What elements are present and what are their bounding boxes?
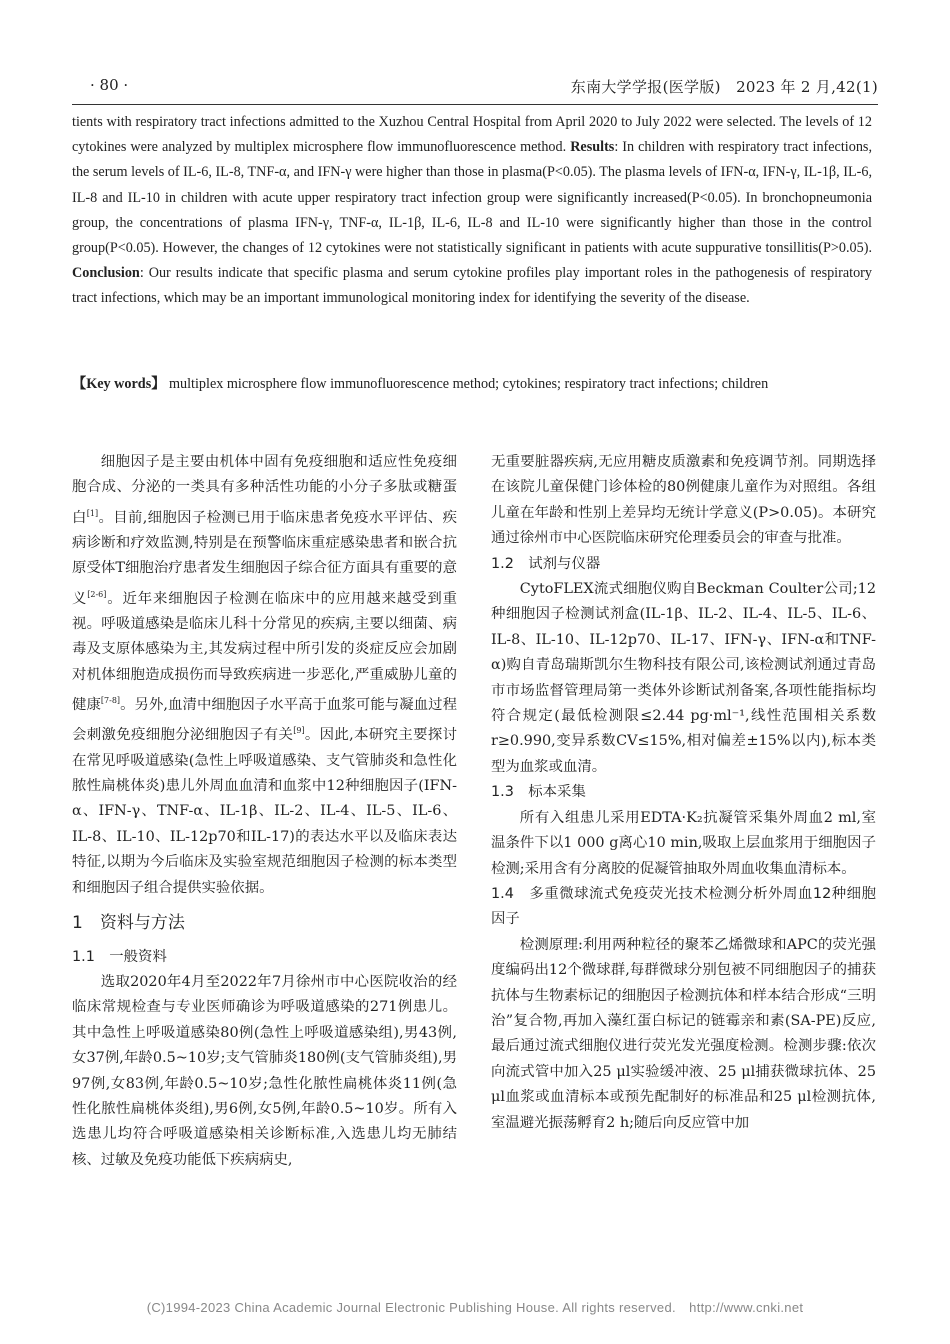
citation-ref: [2-6] [87,589,107,599]
left-column [72,450,457,1173]
keywords-label: 【Key words】 [72,376,166,392]
subsection-heading-general-data: 1.1 一般资料 [72,948,167,965]
intro-text-a: 细胞因子是主要由机体中固有免疫细胞和适应性免疫细胞合成、分泌的一类具有多种活性功能的小分子多肽或糖蛋白 [72,454,457,526]
page-number: · 80 · [90,76,129,94]
english-abstract [72,110,872,312]
detection-method-paragraph: 检测原理:利用两种粒径的聚苯乙烯微球和APC的荧光强度编码出12个微球群,每群微球分别包被不同细胞因子的捕获抗体与生物素标记的细胞因子检测抗体和样本结合形成“三明治”复合物,再加入藻红蛋白标记的链霉亲和素(SA-PE)反应,最后通过流式细胞仪进行荧光发光强度检测。检测步骤:依次向流式管中加入25 μl实验缓冲液、25 μl捕获微球抗体、25 μl血浆或血清标本或预先配制好的标准品和25 μl检测抗体,室温避光振荡孵育2 h;随后向反应管中加 [491,936,876,1131]
citation-ref: [1] [86,508,99,518]
subsection-heading-reagents: 1.2 试剂与仪器 [491,555,601,572]
keywords [72,372,872,397]
intro-text-b: 。目前,细胞因子检测已用于临床患者免疫水平评估、疾病诊断和疗效监测,特别是在预警临床重症感染患者和嵌合抗原受体T细胞治疗患者发生细胞因子综合征方面具有重要的意义 [72,509,457,607]
general-data-paragraph: 选取2020年4月至2022年7月徐州市中心医院收治的经临床常规检查与专业医师确诊为呼吸道感染的271例患儿。其中急性上呼吸道感染80例(急性上呼吸道感染组),男43例,女37例,年龄0.5~10岁;支气管肺炎180例(支气管肺炎组),男97例,女83例,年龄0.5~10岁;急性化脓性扁桃体炎11例(急性化脓性扁桃体炎组),男6例,女5例,年龄0.5~10岁。所有入选患儿均符合呼吸道感染相关诊断标准,入选患儿均无肺结核、过敏及免疫功能低下疾病病史, [72,973,457,1168]
intro-text-c: 。近年来细胞因子检测在临床中的应用越来越受到重视。呼吸道感染是临床儿科十分常见的疾病,主要以细菌、病毒及支原体感染为主,其发病过程中所引发的炎症反应会加剧对机体细胞造成损伤而导致疾病进一步恶化,严重威胁儿童的健康 [72,590,457,714]
intro-text-e: 。因此,本研究主要探讨在常见呼吸道感染(急性上呼吸道感染、支气管肺炎和急性化脓性扁桃体炎)患儿外周血血清和血浆中12种细胞因子(IFN-α、IFN-γ、TNF-α、IL-1β、IL-2、IL-4、IL-5、IL-6、IL-8、IL-10、IL-12p70和IL-17)的表达水平以及临床表达特征,以期为今后临床及实验室规范细胞因子检测的标本类型和细胞因子组合提供实验依据。 [72,727,457,896]
keywords-text: multiplex microsphere flow immunofluorescence method; cytokines; respiratory tract infections; children [165,376,769,392]
results-label: Results [570,139,615,156]
citation-ref: [7-8] [100,696,121,706]
section-heading-materials-methods: 1 资料与方法 [72,913,185,934]
abstract-methods-text: tients with respiratory tract infections admitted to the Xuzhou Central Hospital from April 2020 to July 2022 were selected. The levels of 12 cytokines were analyzed by multiplex microsphere flow immunofluorescence method. [72,114,872,156]
journal-citation: 东南大学学报(医学版) 2023 年 2 月,42(1) [570,78,878,96]
abstract-conclusion-text: : Our results indicate that specific plasma and serum cytokine profiles play important roles in the pathogenesis of respiratory tract infections, which may be an important immunological monitoring index for identifying the severity of the disease. [72,265,872,307]
subsection-heading-detection-method: 1.4 多重微球流式免疫荧光技术检测分析外周血12种细胞因子 [491,885,876,928]
copyright-footer: (C)1994-2023 China Academic Journal Electronic Publishing House. All rights reserved. http://www.cnki.net [146,1300,804,1315]
abstract-results-text: : In children with respiratory tract infections, the serum levels of IL-6, IL-8, TNF-α, and IFN-γ were higher than those in plasma(P<0.05). The plasma levels of IFN-α, IFN-γ, IL-1β, IL-6, IL-8 and IL-10 in children with acute upper respiratory tract infection group were significantly increased(P<0.05). In bronchopneumonia group, the concentrations of plasma IFN-γ, TNF-α, IL-1β, IL-6, IL-8 and IL-10 were significantly higher than those in the control group(P<0.05). However, the changes of 12 cytokines were not statistically significant in patients with acute suppurative tonsillitis(P>0.05). [72,139,872,257]
conclusion-label: Conclusion [72,265,140,282]
sample-collection-paragraph: 所有入组患儿采用EDTA·K₂抗凝管采集外周血2 ml,室温条件下以1 000 g离心10 min,吸取上层血浆用于细胞因子检测;采用含有分离胶的促凝管抽取外周血收集血清标本。 [491,809,876,877]
general-data-paragraph-cont: 无重要脏器疾病,无应用糖皮质激素和免疫调节剂。同期选择在该院儿童保健门诊体检的80例健康儿童作为对照组。各组儿童在年龄和性别上差异均无统计学意义(P>0.05)。本研究通过徐州市中心医院临床研究伦理委员会的审查与批准。 [491,454,876,547]
subsection-heading-sample-collection: 1.3 标本采集 [491,784,586,801]
right-column [491,450,876,1136]
intro-paragraph [72,450,457,901]
intro-text-d: 。另外,血清中细胞因子水平高于血浆可能与凝血过程会刺激免疫细胞分泌细胞因子有关 [72,697,457,744]
running-header [72,70,878,105]
citation-ref: [9] [293,726,305,736]
reagents-paragraph: CytoFLEX流式细胞仪购自Beckman Coulter公司;12种细胞因子检测试剂盒(IL-1β、IL-2、IL-4、IL-5、IL-6、IL-8、IL-10、IL-12p70、IL-17、IFN-γ、IFN-α和TNF-α)购自青岛瑞斯凯尔生物科技有限公司,该检测试剂通过青岛市市场监督管理局第一类体外诊断试剂备案,各项性能指标均符合规定(最低检测限≤2.44 pg·ml⁻¹,线性范围相关系数r≥0.990,变异系数CV≤15%,相对偏差±15%以内),标本类型为血浆或血清。 [491,581,876,775]
